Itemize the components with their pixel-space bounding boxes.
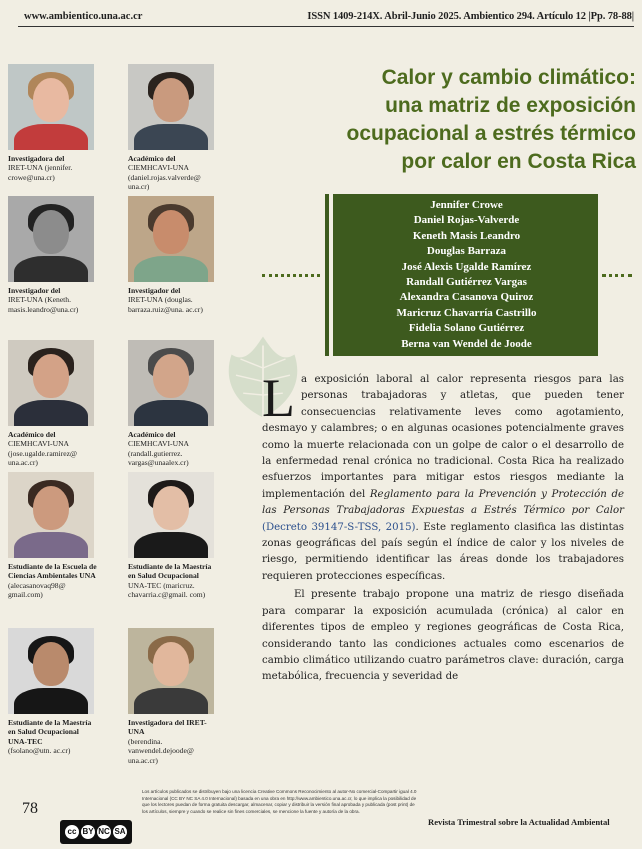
license-text: Los artículos publicados se distribuyen bajo una licencia Creative Commons Reconocimiento al autor-No comercial-Compartir igual 4.0 Internacional (CC BY NC SA 4.0 Internacional) basada en una obra en http://www.ambientico.una.ac.cr, lo que implica la posibilidad de que los lectores puedan de forma gratuita descargar, almacenar, copiar y distribuir la versión final aprobada y publicada (post print) de los artículos, siempre y cuando se realice sin fines comerciales, se mencione la fuente y autoría de la obra. — [142, 789, 417, 814]
article-body — [262, 368, 624, 686]
author-names: Jennifer Crowe Daniel Rojas-Valverde Keneth Masis Leandro Douglas Barraza José Alexis Ugalde Ramírez Randall Gutiérrez Vargas Alexandra Casanova Quiroz Maricruz Chavarría Castrillo Fidelia Solano Gutiérrez Berna van Wendel de Joode — [396, 199, 537, 350]
dotted-divider-right — [602, 274, 632, 277]
sa-icon: SA — [113, 825, 127, 839]
author-card — [8, 628, 98, 756]
author-photo — [8, 64, 94, 150]
author-caption: Académico del CIEMHCAVI-UNA (randall.gutierrez. vargas@unaalex.cr) — [128, 430, 189, 468]
author-card — [8, 472, 98, 600]
page-header — [0, 0, 642, 30]
header-url[interactable]: www.ambientico.una.ac.cr — [24, 11, 143, 22]
author-caption: Investigador del IRET-UNA (Keneth. masis.leandro@una.cr) — [8, 286, 79, 314]
author-card — [128, 340, 218, 468]
author-photo — [8, 472, 94, 558]
author-card — [128, 628, 218, 765]
author-card — [128, 196, 218, 314]
header-issn: ISSN 1409-214X. Abril-Junio 2025. Ambientico 294. Artículo 12 |Pp. 78-88| — [307, 11, 634, 22]
nc-icon: NC — [97, 825, 111, 839]
author-card — [128, 472, 218, 600]
authors-box — [325, 194, 598, 356]
drop-cap: L — [262, 368, 295, 428]
author-caption: Estudiante de la Maestría en Salud Ocupacional UNA-TEC (fsolano@utn. ac.cr) — [8, 718, 92, 756]
author-caption: Académico del CIEMHCAVI-UNA (jose.ugalde.ramirez@ una.ac.cr) — [8, 430, 77, 468]
page-number: 78 — [22, 800, 38, 817]
author-photo — [128, 64, 214, 150]
author-caption: Estudiante de la Maestría en Salud Ocupacional UNA-TEC (maricruz. chavarria.c@gmail. com) — [128, 562, 212, 600]
author-photo — [8, 196, 94, 282]
author-photo — [8, 340, 94, 426]
author-caption: Investigadora del IRET-UNA (berendina. vanwendel.dejoode@ una.ac.cr) — [128, 718, 207, 765]
author-card — [8, 340, 98, 468]
journal-name: Revista Trimestral sobre la Actualidad Ambiental — [428, 817, 610, 827]
author-photo — [128, 472, 214, 558]
by-icon: BY — [81, 825, 95, 839]
article-title: Calor y cambio climático: una matriz de exposición ocupacional a estrés térmico por calor en Costa Rica — [346, 66, 636, 173]
cc-license-badge[interactable] — [60, 820, 132, 844]
author-caption: Investigadora del IRET-UNA (jennifer. crowe@una.cr) — [8, 154, 73, 182]
author-caption: Académico del CIEMHCAVI-UNA (daniel.rojas.valverde@ una.cr) — [128, 154, 201, 192]
author-photo — [128, 340, 214, 426]
author-card — [8, 196, 98, 314]
author-caption: Investigador del IRET-UNA (douglas. barraza.ruiz@una. ac.cr) — [128, 286, 203, 314]
author-caption: Estudiante de la Escuela de Ciencias Ambientales UNA (alecasanovaq98@ gmail.com) — [8, 562, 97, 600]
decree-link[interactable]: (Decreto 39147-S-TSS, 2015) — [262, 521, 416, 533]
dotted-divider-left — [262, 274, 320, 277]
header-rule — [18, 26, 634, 27]
paragraph: El presente trabajo propone una matriz de riesgo diseñada para comparar la exposición acumulada (crónica) al calor en diferentes tipos de empleo y regiones geográficas de Costa Rica, considerando tanto las condiciones actuales como escenarios de cambio climático utilizando cuatro parámetros clave: duración, carga metabólica, frecuencia y severidad de — [262, 589, 624, 683]
author-photo — [128, 628, 214, 714]
author-card — [8, 64, 98, 182]
paragraph: La exposición laboral al calor representa riesgos para las personas trabajadoras y atletas, que pueden tener consecuencias relativamente leves como agotamiento, desmayo y calambres; o en algunas ocasiones potencialmente graves como la muerte relacionada con un golpe de calor o el desarrollo de la enfermedad renal crónica no tradicional. Costa Rica ha realizado esfuerzos importantes para mitigar estos riesgos mediante la implementación del Reglamento para la Prevención y Protección de las Personas Trabajadoras Expuestas a Estrés Térmico por Calor (Decreto 39147-S-TSS, 2015). Este reglamento clasifica las distintas zonas geográficas del país según el índice de calor y los niveles de riesgo, permitiendo identificar las áreas donde los trabajadores requieren protecciones específicas. — [262, 368, 624, 582]
author-photo — [8, 628, 94, 714]
cc-icon: cc — [65, 825, 79, 839]
author-card — [128, 64, 218, 192]
author-photo — [128, 196, 214, 282]
